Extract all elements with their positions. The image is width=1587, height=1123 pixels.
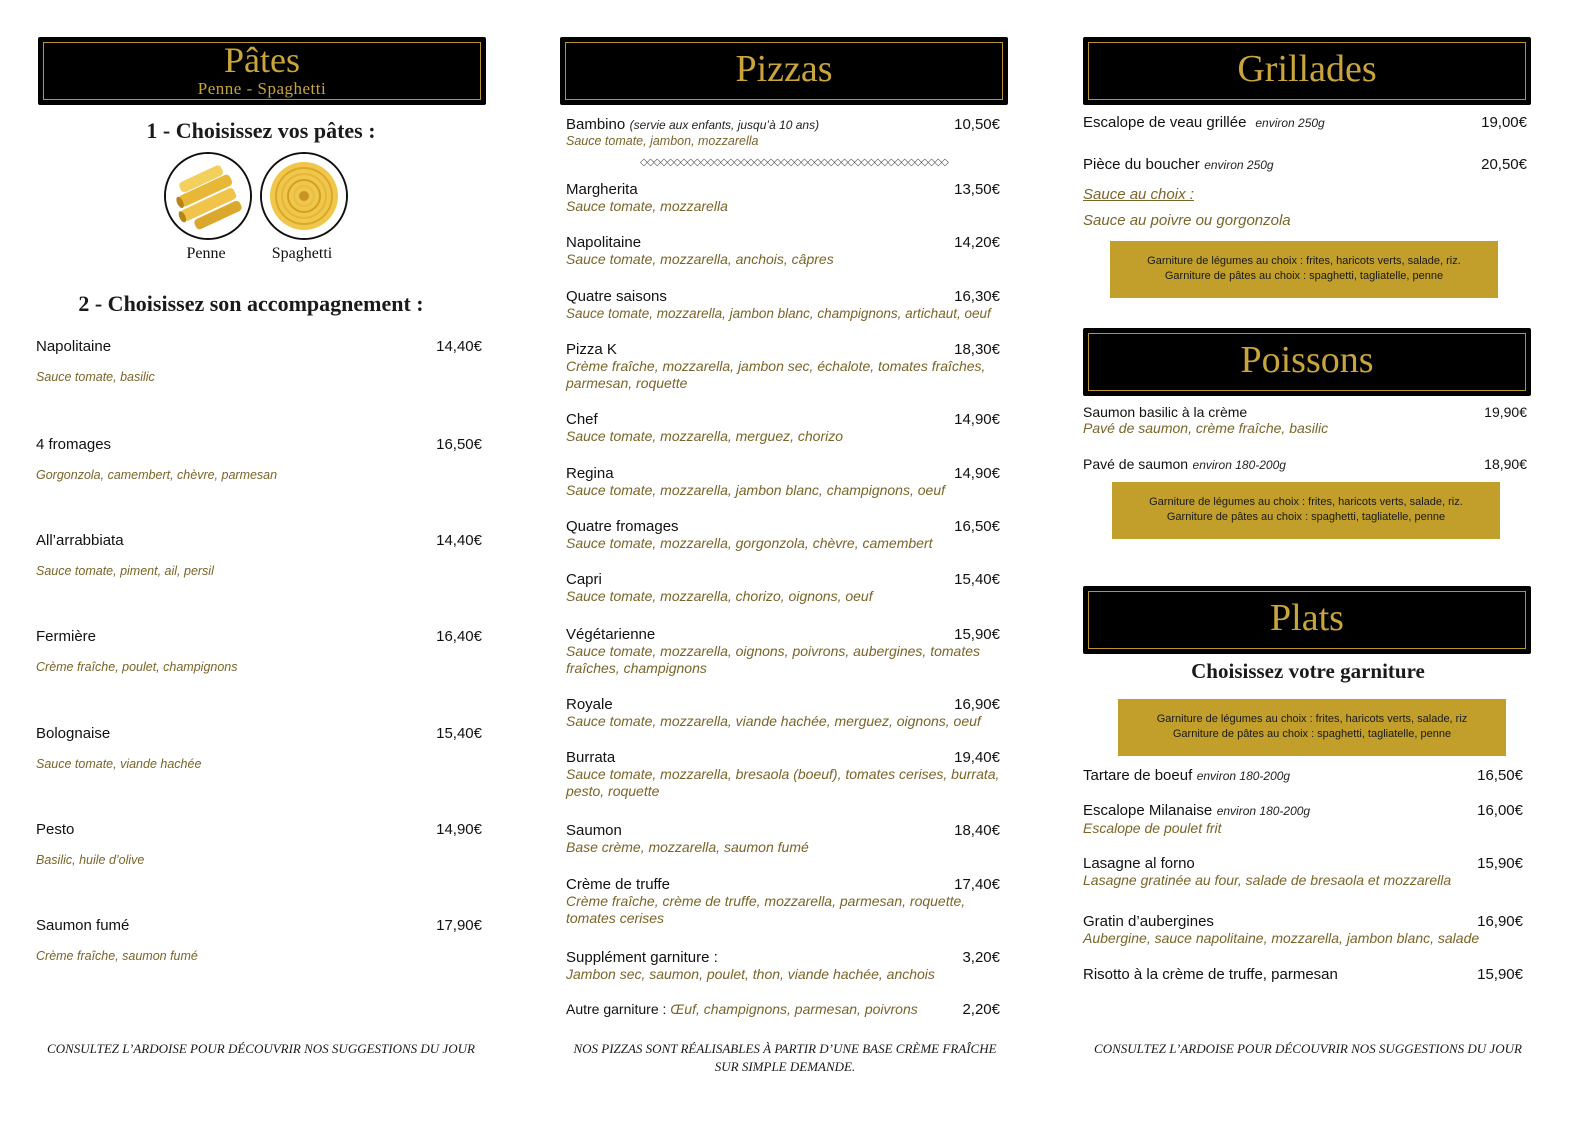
poisson-item: Pavé de saumon environ 180-200g 18,90€	[1083, 456, 1527, 472]
penne-label: Penne	[186, 245, 226, 262]
grillade-item: Escalope de veau grillée environ 250g 19,00€	[1083, 114, 1527, 131]
pizza-item: Napolitaine 14,20€ Sauce tomate, mozzarella, anchois, câpres	[566, 234, 1000, 267]
pates-subtitle: Penne - Spaghetti	[197, 79, 327, 98]
right-column	[1083, 0, 1533, 1123]
spaghetti-icon	[262, 154, 346, 238]
plat-item: Tartare de boeuf environ 180-200g 16,50€	[1083, 767, 1523, 784]
pizza-item: Margherita 13,50€ Sauce tomate, mozzarella	[566, 181, 1000, 214]
poissons-garniture-box: Garniture de légumes au choix : frites, haricots verts, salade, riz. Garniture de pâtes au choix : spaghetti, tagliatelle, penne	[1112, 482, 1500, 539]
pates-item: Bolognaise 15,40€ Sauce tomate, viande hachée	[36, 725, 482, 771]
pizza-item: Burrata 19,40€ Sauce tomate, mozzarella, bresaola (boeuf), tomates cerises, burrata, pesto, roquette	[566, 749, 1000, 799]
pates-item: 4 fromages 16,50€ Gorgonzola, camembert, chèvre, parmesan	[36, 436, 482, 482]
pizza-item: Pizza K 18,30€ Crème fraîche, mozzarella, jambon sec, échalote, tomates fraîches, parmesan, roquette	[566, 341, 1000, 391]
pizzas-title: Pizzas	[735, 48, 833, 90]
sauce-title: Sauce au choix :	[1083, 186, 1194, 203]
spaghetti-label: Spaghetti	[271, 245, 333, 262]
pates-step1: 1 - Choisissez vos pâtes :	[146, 118, 376, 143]
poisson-item: Saumon basilic à la crème 19,90€ Pavé de saumon, crème fraîche, basilic	[1083, 404, 1527, 436]
pizzas-column	[560, 0, 1010, 1123]
pates-item: Pesto 14,90€ Basilic, huile d’olive	[36, 821, 482, 867]
pizza-item: Royale 16,90€ Sauce tomate, mozzarella, viande hachée, merguez, oignons, oeuf	[566, 696, 1000, 729]
pates-item: All’arrabbiata 14,40€ Sauce tomate, piment, ail, persil	[36, 532, 482, 578]
pizza-item-bambino: Bambino (servie aux enfants, jusqu’à 10 ans) 10,50€ Sauce tomate, jambon, mozzarella	[566, 116, 1000, 148]
grillade-item: Pièce du boucher environ 250g 20,50€	[1083, 156, 1527, 173]
plats-choose: Choisissez votre garniture	[1191, 659, 1425, 683]
pizza-item-autre-garniture: Autre garniture : Œuf, champignons, parmesan, poivrons 2,20€	[566, 1001, 1000, 1018]
pates-item: Napolitaine 14,40€ Sauce tomate, basilic	[36, 338, 482, 384]
pates-footer: CONSULTEZ L’ARDOISE POUR DÉCOUVRIR NOS SUGGESTIONS DU JOUR	[47, 1041, 475, 1056]
plats-footer: CONSULTEZ L’ARDOISE POUR DÉCOUVRIR NOS SUGGESTIONS DU JOUR	[1094, 1041, 1522, 1056]
sauce-text: Sauce au poivre ou gorgonzola	[1083, 212, 1291, 229]
pates-item: Saumon fumé 17,90€ Crème fraîche, saumon fumé	[36, 917, 482, 963]
grillades-title: Grillades	[1237, 48, 1377, 90]
pizza-item: Quatre saisons 16,30€ Sauce tomate, mozzarella, jambon blanc, champignons, artichaut, oeuf	[566, 288, 1000, 321]
grillades-garniture-box: Garniture de légumes au choix : frites, haricots verts, salade, riz. Garniture de pâtes au choix : spaghetti, tagliatelle, penne	[1110, 241, 1498, 298]
plat-item: Lasagne al forno 15,90€ Lasagne gratinée au four, salade de bresaola et mozzarella	[1083, 855, 1523, 888]
penne-icon	[166, 154, 250, 238]
pates-title: Pâtes	[224, 40, 300, 80]
poissons-title: Poissons	[1240, 339, 1374, 381]
pates-step2: 2 - Choisissez son accompagnement :	[78, 291, 424, 316]
pizzas-footer: NOS PIZZAS SONT RÉALISABLES À PARTIR D’UNE BASE CRÈME FRAÎCHE SUR SIMPLE DEMANDE.	[573, 1041, 997, 1074]
pizza-item: Capri 15,40€ Sauce tomate, mozzarella, chorizo, oignons, oeuf	[566, 571, 1000, 604]
plat-item: Risotto à la crème de truffe, parmesan 15,90€	[1083, 966, 1523, 983]
pizza-item: Regina 14,90€ Sauce tomate, mozzarella, jambon blanc, champignons, oeuf	[566, 465, 1000, 498]
penne-image	[164, 152, 252, 240]
pizza-item: Quatre fromages 16,50€ Sauce tomate, mozzarella, gorgonzola, chèvre, camembert	[566, 518, 1000, 551]
grillades-banner	[1083, 37, 1531, 105]
pizzas-separator: ◇◇◇◇◇◇◇◇◇◇◇◇◇◇◇◇◇◇◇◇◇◇◇◇◇◇◇◇◇◇◇◇◇◇◇◇◇◇◇◇◇◇◇◇◇◇	[640, 157, 948, 168]
pizza-item: Végétarienne 15,90€ Sauce tomate, mozzarella, oignons, poivrons, aubergines, tomates fraîches, champignons	[566, 626, 1000, 676]
plat-item: Gratin d’aubergines 16,90€ Aubergine, sauce napolitaine, mozzarella, jambon blanc, salade	[1083, 913, 1523, 946]
plats-garniture-box: Garniture de légumes au choix : frites, haricots verts, salade, riz Garniture de pâtes au choix : spaghetti, tagliatelle, penne	[1118, 699, 1506, 756]
poissons-banner	[1083, 328, 1531, 396]
pizzas-banner	[560, 37, 1008, 105]
pizza-item: Saumon 18,40€ Base crème, mozzarella, saumon fumé	[566, 822, 1000, 855]
spaghetti-image	[260, 152, 348, 240]
pates-column	[36, 0, 486, 1123]
pates-item: Fermière 16,40€ Crème fraîche, poulet, champignons	[36, 628, 482, 674]
pates-banner	[38, 37, 486, 105]
plat-item: Escalope Milanaise environ 180-200g 16,00€ Escalope de poulet frit	[1083, 802, 1523, 836]
pizza-item: Crème de truffe 17,40€ Crème fraîche, crème de truffe, mozzarella, parmesan, roquette, tomates cerises	[566, 876, 1000, 926]
pizza-item: Chef 14,90€ Sauce tomate, mozzarella, merguez, chorizo	[566, 411, 1000, 444]
plats-title: Plats	[1270, 597, 1344, 639]
pizza-item-supplement: Supplément garniture : 3,20€ Jambon sec, saumon, poulet, thon, viande hachée, anchois	[566, 949, 1000, 982]
plats-banner	[1083, 586, 1531, 654]
